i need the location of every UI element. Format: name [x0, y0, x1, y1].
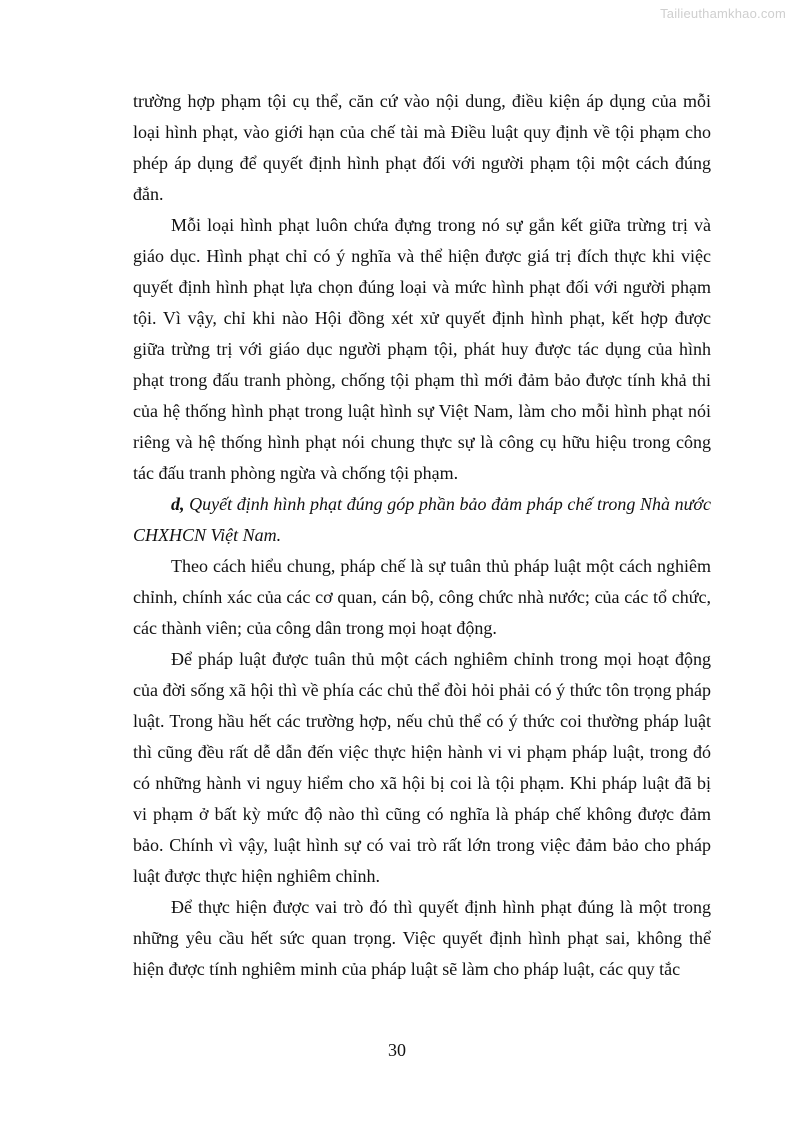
subheading-label: d,: [171, 494, 185, 514]
paragraph: Để thực hiện được vai trò đó thì quyết định hình phạt đúng là một trong những yêu cầu hết sức quan trọng. Việc quyết định hình phạt sai, không thể hiện được tính nghiêm minh của pháp luật sẽ làm cho pháp luật, các quy tắc: [133, 897, 711, 979]
paragraph: Theo cách hiểu chung, pháp chế là sự tuân thủ pháp luật một cách nghiêm chỉnh, chính xác của các cơ quan, cán bộ, công chức nhà nước; của các tổ chức, các thành viên; của công dân trong mọi hoạt động.: [133, 556, 711, 638]
paragraph: Để pháp luật được tuân thủ một cách nghiêm chỉnh trong mọi hoạt động của đời sống xã hội thì về phía các chủ thể đòi hỏi phải có ý thức tôn trọng pháp luật. Trong hầu hết các trường hợp, nếu chủ thể có ý thức coi thường pháp luật thì cũng đều rất dễ dẫn đến việc thực hiện hành vi vi phạm pháp luật, trong đó có những hành vi nguy hiểm cho xã hội bị coi là tội phạm. Khi pháp luật đã bị vi phạm ở bất kỳ mức độ nào thì cũng có nghĩa là pháp chế không được đảm bảo. Chính vì vậy, luật hình sự có vai trò rất lớn trong việc đảm bảo cho pháp luật được thực hiện nghiêm chỉnh.: [133, 649, 711, 886]
subheading-text: Quyết định hình phạt đúng góp phần bảo đảm pháp chế trong Nhà nước CHXHCN Việt Nam.: [133, 494, 712, 545]
paragraph-continued: trường hợp phạm tội cụ thể, căn cứ vào nội dung, điều kiện áp dụng của mỗi loại hình phạt, vào giới hạn của chế tài mà Điều luật quy định về tội phạm cho phép áp dụng để quyết định hình phạt đối với người phạm tội một cách đúng đắn.: [133, 91, 711, 204]
watermark: Tailieuthamkhao.com: [660, 6, 786, 21]
paragraph: Mỗi loại hình phạt luôn chứa đựng trong nó sự gắn kết giữa trừng trị và giáo dục. Hình phạt chỉ có ý nghĩa và thể hiện được giá trị đích thực khi việc quyết định hình phạt lựa chọn đúng loại và mức hình phạt đối với người phạm tội. Vì vậy, chỉ khi nào Hội đồng xét xử quyết định hình phạt, kết hợp được giữa trừng trị với giáo dục người phạm tội, phát huy được tác dụng của hình phạt trong đấu tranh phòng, chống tội phạm thì mới đảm bảo được tính khả thi của hệ thống hình phạt trong luật hình sự Việt Nam, làm cho mỗi hình phạt nói riêng và hệ thống hình phạt nói chung thực sự là công cụ hữu hiệu trong công tác đấu tranh phòng ngừa và chống tội phạm.: [133, 215, 711, 483]
section-subheading: [133, 489, 711, 551]
page-number: 30: [388, 1040, 406, 1060]
page-body: [133, 86, 711, 985]
